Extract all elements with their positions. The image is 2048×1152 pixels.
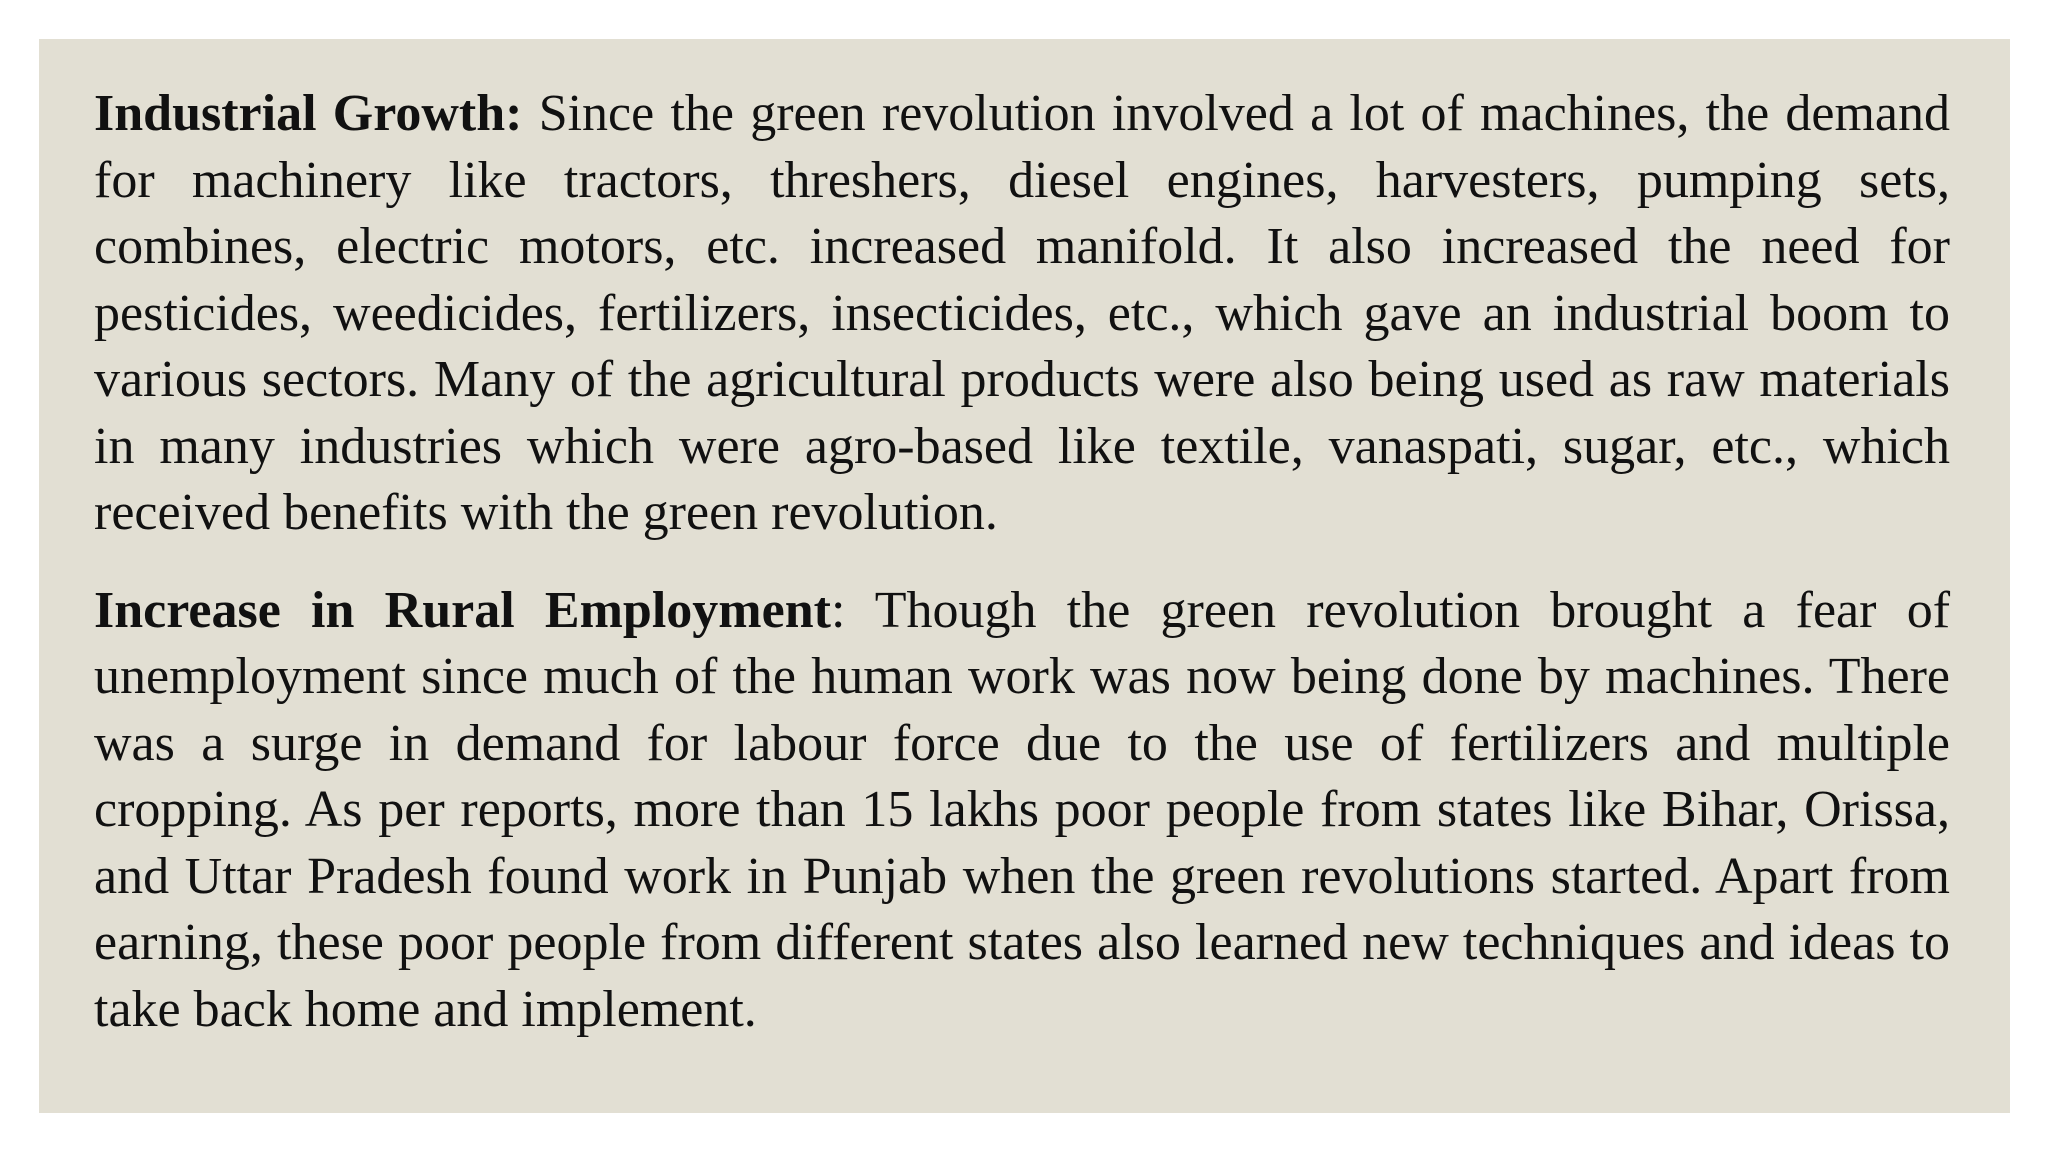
rural-employment-separator: : bbox=[830, 581, 875, 639]
content-panel bbox=[39, 39, 2010, 1113]
rural-employment-heading: Increase in Rural Employment bbox=[94, 581, 831, 639]
industrial-growth-body: Since the green revolution involved a lot of machines, the demand for machinery like tractors, threshers, diesel engines, harvesters, pumping sets, combines, electric motors, etc. increased manifold. It also increased the need for pesticides, weedicides, fertilizers, insecticides, etc., which gave an industrial boom to various sectors. Many of the agricultural products were also being used as raw materials in many industries which were agro-based like textile, vanaspati, sugar, etc., which received benefits with the green revolution. bbox=[94, 85, 1951, 541]
industrial-growth-separator bbox=[522, 85, 538, 142]
rural-employment-paragraph bbox=[94, 578, 1950, 1044]
rural-employment-body: Though the green revolution brought a fear of unemployment since much of the human work was now being done by machines. There was a surge in demand for labour force due to the use of fertilizers and multiple cropping. As per reports, more than 15 lakhs poor people from states like Bihar, Orissa, and Uttar Pradesh found work in Punjab when the green revolutions started. Apart from earning, these poor people from different states also learned new techniques and ideas to take back home and implement. bbox=[94, 581, 1951, 1038]
industrial-growth-paragraph bbox=[94, 81, 1950, 547]
industrial-growth-heading: Industrial Growth: bbox=[94, 85, 523, 142]
